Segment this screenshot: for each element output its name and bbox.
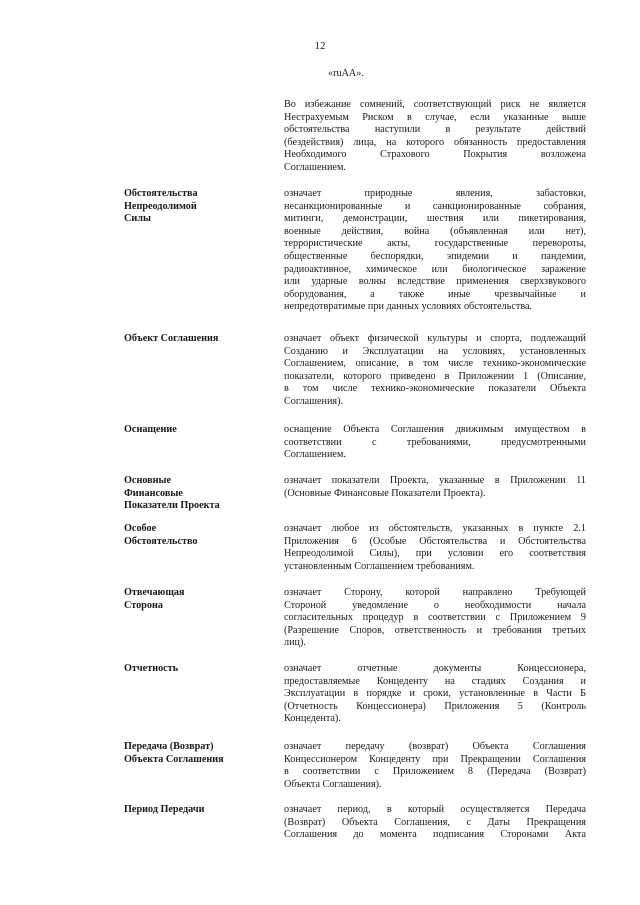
definition-text: означает отчетные документы Концессионера, предоставляемые Концеденту на стадиях Создания и Эксплуатации в порядке и сроки, установленные в Части Б (Отчетность Концессионера) Приложения 5 (Контроль Концедента). — [284, 663, 586, 725]
definition-text: означает Сторону, которой направлено Требующей Стороной уведомление о необходимости начала согласительных процедур в соответствии с Приложением 9 (Разрешение Споров, ответственность и требования третьих лиц). — [284, 587, 586, 649]
intro-line: (бездействия) лица, на которого обязанность предоставления — [284, 136, 586, 148]
definition-text: означает передачу (возврат) Объекта Соглашения Концессионером Концеденту при Прекращении Соглашения в соответствии с Приложением 8 (Передача (Возврат) Объекта Соглашения). — [284, 741, 586, 790]
intro-fragment-text: «ruAA». — [328, 68, 364, 79]
definition-text: означает природные явления, забастовки, несанкционированные и санкционированные собрания, митинги, демонстрации, шествия или пикетирования, военные действия, война (объявленная или нет), террористические акты, государственные перевороты, общественные беспорядки, эпидемии и пандемии, радиоактивное, химическое или биологическое заражение или ударные волны вследствие применения сверхзвукового оборудования, а также иные чрезвычайные и непредотвратимые при данных условиях обстоятельства. — [284, 188, 586, 313]
intro-line: Соглашением. — [284, 161, 346, 173]
definition-term: Особое Обстоятельство — [124, 523, 198, 547]
definition-term: Период Передачи — [124, 804, 205, 815]
definition-text: оснащение Объекта Соглашения движимым имуществом в соответствии с требованиями, предусмотренными Соглашением. — [284, 424, 586, 461]
page-number: 12 — [314, 40, 326, 52]
definition-term: Оснащение — [124, 424, 177, 435]
definition-text: означает показатели Проекта, указанные в Приложении 11 (Основные Финансовые Показатели Проекта). — [284, 475, 586, 499]
definition-term: Объект Соглашения — [124, 333, 219, 344]
definition-term: Отвечающая Сторона — [124, 587, 185, 611]
definition-term: Передача (Возврат) Объекта Соглашения — [124, 741, 224, 765]
definition-text: означает период, в который осуществляется Передача (Возврат) Объекта Соглашения, с Даты Прекращения Соглашения до момента подписания Сторонами Акта — [284, 804, 586, 841]
definition-term: Обстоятельства Непреодолимой Силы — [124, 188, 198, 225]
intro-line: Необходимого Страхового Покрытия возложена — [284, 149, 586, 161]
intro-line: обстоятельства наступили в результате действий — [284, 124, 586, 136]
intro-fragment — [284, 68, 586, 81]
intro-line: Нестрахуемым Риском в случае, если указанные выше — [284, 111, 586, 123]
definition-term: Основные Финансовые Показатели Проекта — [124, 475, 220, 512]
definition-text: означает любое из обстоятельств, указанных в пункте 2.1 Приложения 6 (Особые Обстоятельства и Обстоятельства Непреодолимой Силы), при условии его соответствия установленным Соглашением требованиям. — [284, 523, 586, 572]
definition-term: Отчетность — [124, 663, 179, 674]
definition-text: означает объект физической культуры и спорта, подлежащий Созданию и Эксплуатации на условиях, установленных Соглашением, описание, в том числе технико-экономические показатели, которого приведено в Приложении 1 (Описание, в том числе технико-экономические показатели Объекта Соглашения). — [284, 333, 586, 407]
intro-paragraph — [284, 99, 586, 175]
intro-line: Во избежание сомнений, соответствующий риск не является — [284, 99, 586, 110]
